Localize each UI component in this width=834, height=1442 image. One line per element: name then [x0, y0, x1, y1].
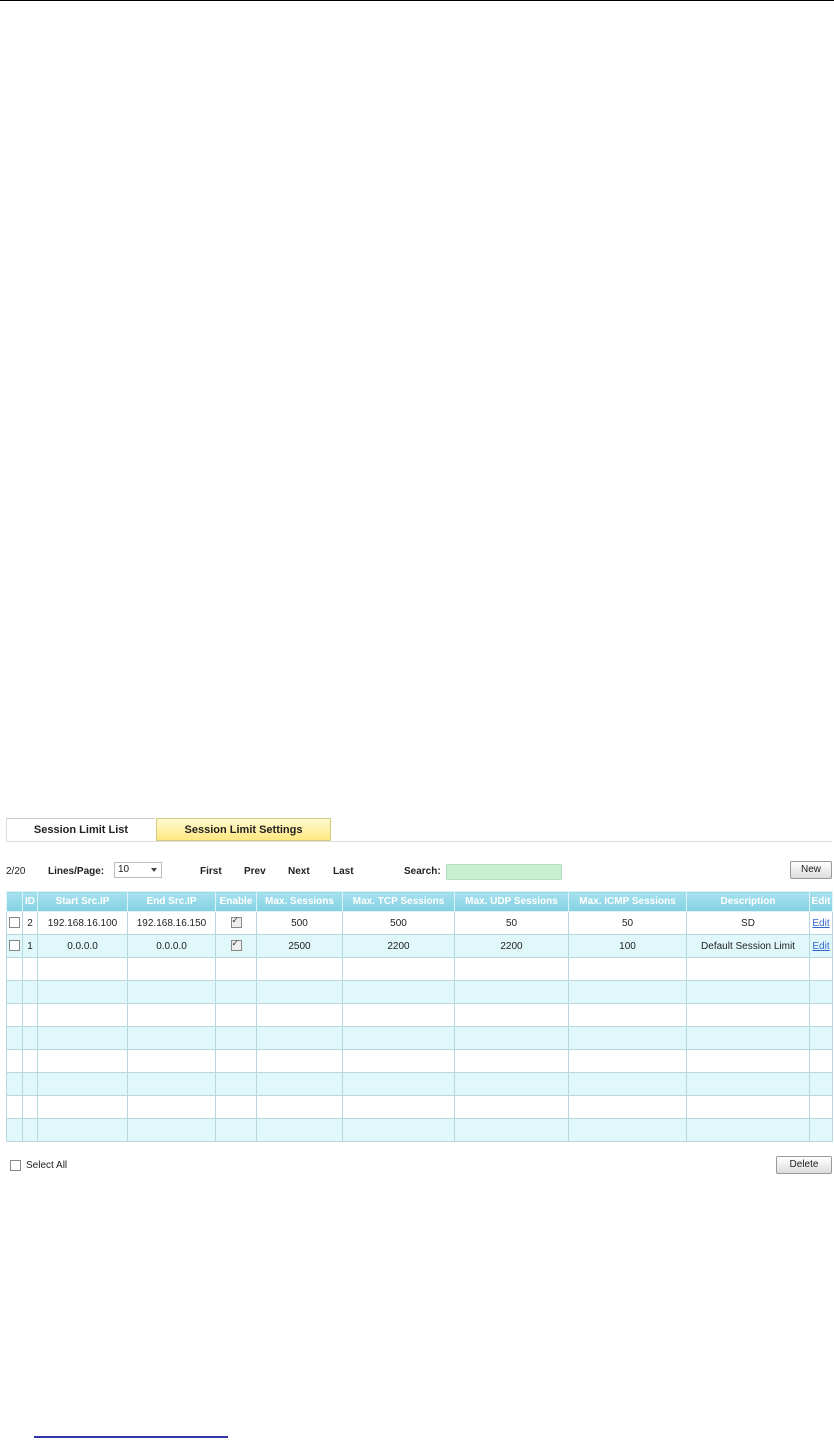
- table-header-row: [7, 892, 833, 912]
- cell-start-ip: [38, 1004, 128, 1027]
- cell-end-ip: [128, 1050, 216, 1073]
- table-row: [7, 1050, 833, 1073]
- tab-session-limit-settings[interactable]: Session Limit Settings: [156, 818, 331, 841]
- cell-edit: [810, 1027, 833, 1050]
- cell-enabled: [216, 1073, 257, 1096]
- cell-end-ip: [128, 981, 216, 1004]
- cell-id: [23, 1119, 38, 1142]
- cell-enabled: [216, 1096, 257, 1119]
- cell-edit: [810, 1050, 833, 1073]
- cell-max-udp: [455, 1119, 569, 1142]
- cell-end-ip: 0.0.0.0: [128, 935, 216, 958]
- footer-link-underline[interactable]: [34, 1436, 228, 1438]
- cell-enabled: [216, 981, 257, 1004]
- cell-end-ip: [128, 1119, 216, 1142]
- row-select-cell: [7, 1050, 23, 1073]
- table-body: [7, 912, 833, 1142]
- cell-start-ip: [38, 981, 128, 1004]
- page-info: 2/20: [6, 866, 26, 877]
- top-rule: [0, 0, 834, 1]
- cell-max-tcp: [343, 1004, 455, 1027]
- cell-max-tcp: 2200: [343, 935, 455, 958]
- row-select-cell: [7, 912, 23, 935]
- tab-divider: [6, 841, 832, 842]
- session-limit-table: [6, 891, 833, 1142]
- cell-end-ip: [128, 1073, 216, 1096]
- col-header-max-tcp[interactable]: Max. TCP Sessions: [343, 892, 455, 912]
- row-select-cell: [7, 1004, 23, 1027]
- cell-max-udp: [455, 958, 569, 981]
- cell-max-icmp: [569, 981, 687, 1004]
- select-all-checkbox[interactable]: [10, 1160, 21, 1171]
- cell-description: [687, 981, 810, 1004]
- cell-enabled: [216, 935, 257, 958]
- cell-edit: [810, 1096, 833, 1119]
- cell-description: [687, 958, 810, 981]
- cell-max-icmp: [569, 1004, 687, 1027]
- row-select-cell: [7, 958, 23, 981]
- cell-max-sessions: [257, 1027, 343, 1050]
- first-page-link[interactable]: First: [200, 866, 222, 877]
- cell-enabled: [216, 1027, 257, 1050]
- new-button[interactable]: New: [790, 861, 832, 879]
- col-header-description[interactable]: Description: [687, 892, 810, 912]
- cell-id: 2: [23, 912, 38, 935]
- prev-page-link[interactable]: Prev: [244, 866, 266, 877]
- cell-max-udp: [455, 1050, 569, 1073]
- cell-description: [687, 1119, 810, 1142]
- col-header-end-ip[interactable]: End Src.IP: [128, 892, 216, 912]
- cell-max-sessions: [257, 981, 343, 1004]
- table-row: [7, 1096, 833, 1119]
- cell-description: [687, 1096, 810, 1119]
- cell-max-udp: [455, 1027, 569, 1050]
- table-row: [7, 958, 833, 981]
- col-header-edit: Edit: [810, 892, 833, 912]
- cell-max-sessions: [257, 1050, 343, 1073]
- col-header-enable[interactable]: Enable: [216, 892, 257, 912]
- cell-enabled: [216, 1004, 257, 1027]
- cell-max-icmp: [569, 958, 687, 981]
- cell-max-udp: [455, 1004, 569, 1027]
- cell-id: [23, 1004, 38, 1027]
- row-select-cell: [7, 1119, 23, 1142]
- cell-id: [23, 1073, 38, 1096]
- list-toolbar: [6, 862, 832, 884]
- cell-max-icmp: [569, 1050, 687, 1073]
- cell-max-tcp: [343, 958, 455, 981]
- select-all-label: Select All: [26, 1160, 68, 1171]
- cell-max-tcp: [343, 1119, 455, 1142]
- cell-start-ip: 192.168.16.100: [38, 912, 128, 935]
- cell-max-udp: [455, 1096, 569, 1119]
- cell-description: [687, 1073, 810, 1096]
- cell-description: [687, 1050, 810, 1073]
- cell-max-tcp: 500: [343, 912, 455, 935]
- cell-start-ip: [38, 1050, 128, 1073]
- cell-max-sessions: [257, 1119, 343, 1142]
- chevron-down-icon: [151, 868, 157, 872]
- col-header-select: [7, 892, 23, 912]
- cell-end-ip: [128, 1096, 216, 1119]
- cell-end-ip: [128, 1004, 216, 1027]
- table-row: [7, 1073, 833, 1096]
- cell-start-ip: [38, 1073, 128, 1096]
- cell-max-icmp: 100: [569, 935, 687, 958]
- cell-start-ip: [38, 958, 128, 981]
- edit-link[interactable]: Edit: [812, 917, 830, 929]
- row-select-cell: [7, 1027, 23, 1050]
- cell-max-icmp: [569, 1073, 687, 1096]
- lines-per-page-value: 10: [118, 864, 130, 875]
- cell-id: [23, 1027, 38, 1050]
- cell-max-tcp: [343, 981, 455, 1004]
- cell-max-udp: [455, 1073, 569, 1096]
- cell-edit: [810, 912, 833, 935]
- cell-edit: [810, 1073, 833, 1096]
- table-row: [7, 1119, 833, 1142]
- lines-per-page-select[interactable]: [114, 862, 162, 878]
- cell-description: [687, 1004, 810, 1027]
- cell-max-sessions: [257, 1004, 343, 1027]
- cell-enabled: [216, 958, 257, 981]
- cell-description: [687, 1027, 810, 1050]
- cell-enabled: [216, 912, 257, 935]
- cell-edit: [810, 1004, 833, 1027]
- col-header-max-sessions[interactable]: Max. Sessions: [257, 892, 343, 912]
- cell-max-sessions: [257, 1073, 343, 1096]
- cell-max-tcp: [343, 1096, 455, 1119]
- cell-edit: [810, 1119, 833, 1142]
- cell-end-ip: [128, 958, 216, 981]
- table-row: [7, 935, 833, 958]
- cell-end-ip: [128, 1027, 216, 1050]
- tab-session-limit-list[interactable]: Session Limit List: [6, 818, 155, 841]
- cell-id: [23, 958, 38, 981]
- list-footer: [6, 1156, 832, 1176]
- row-select-checkbox[interactable]: [9, 940, 20, 951]
- cell-max-tcp: [343, 1050, 455, 1073]
- cell-max-icmp: [569, 1027, 687, 1050]
- search-input[interactable]: [446, 864, 562, 880]
- row-select-cell: [7, 935, 23, 958]
- cell-description: SD: [687, 912, 810, 935]
- next-page-link[interactable]: Next: [288, 866, 310, 877]
- cell-start-ip: [38, 1027, 128, 1050]
- row-select-checkbox[interactable]: [9, 917, 20, 928]
- cell-id: [23, 1050, 38, 1073]
- cell-max-sessions: 500: [257, 912, 343, 935]
- table-row: [7, 1027, 833, 1050]
- enable-checkbox[interactable]: [231, 917, 242, 928]
- cell-id: 1: [23, 935, 38, 958]
- edit-link[interactable]: Edit: [812, 940, 830, 952]
- cell-max-icmp: [569, 1096, 687, 1119]
- cell-max-tcp: [343, 1027, 455, 1050]
- cell-id: [23, 1096, 38, 1119]
- tab-bar: [6, 818, 832, 842]
- cell-max-udp: [455, 981, 569, 1004]
- table-row: [7, 981, 833, 1004]
- cell-description: Default Session Limit: [687, 935, 810, 958]
- cell-max-sessions: 2500: [257, 935, 343, 958]
- cell-edit: [810, 935, 833, 958]
- col-header-start-ip[interactable]: Start Src.IP: [38, 892, 128, 912]
- last-page-link[interactable]: Last: [333, 866, 354, 877]
- enable-checkbox[interactable]: [231, 940, 242, 951]
- delete-button[interactable]: Delete: [776, 1156, 832, 1174]
- lines-per-page-label: Lines/Page:: [48, 866, 105, 877]
- row-select-cell: [7, 981, 23, 1004]
- cell-enabled: [216, 1119, 257, 1142]
- cell-max-tcp: [343, 1073, 455, 1096]
- cell-id: [23, 981, 38, 1004]
- col-header-max-udp[interactable]: Max. UDP Sessions: [455, 892, 569, 912]
- cell-start-ip: 0.0.0.0: [38, 935, 128, 958]
- cell-max-udp: 2200: [455, 935, 569, 958]
- cell-end-ip: 192.168.16.150: [128, 912, 216, 935]
- cell-enabled: [216, 1050, 257, 1073]
- cell-edit: [810, 981, 833, 1004]
- cell-max-icmp: 50: [569, 912, 687, 935]
- col-header-id[interactable]: ID: [23, 892, 38, 912]
- cell-max-sessions: [257, 958, 343, 981]
- row-select-cell: [7, 1073, 23, 1096]
- cell-start-ip: [38, 1119, 128, 1142]
- table-row: [7, 1004, 833, 1027]
- col-header-max-icmp[interactable]: Max. ICMP Sessions: [569, 892, 687, 912]
- table-row: [7, 912, 833, 935]
- search-label: Search:: [404, 866, 441, 877]
- cell-edit: [810, 958, 833, 981]
- cell-start-ip: [38, 1096, 128, 1119]
- cell-max-sessions: [257, 1096, 343, 1119]
- cell-max-udp: 50: [455, 912, 569, 935]
- row-select-cell: [7, 1096, 23, 1119]
- cell-max-icmp: [569, 1119, 687, 1142]
